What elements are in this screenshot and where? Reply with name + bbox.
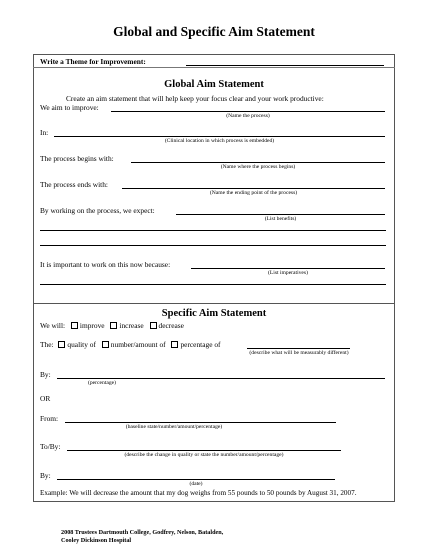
number-option[interactable]: number/amount of [102, 340, 166, 349]
or-label: OR [40, 394, 51, 403]
increase-option[interactable]: increase [110, 321, 143, 330]
begins-hint: (Name where the process begins) [220, 164, 296, 170]
aim-label: We aim to improve: [40, 103, 99, 112]
specific-aim-box [33, 304, 395, 502]
bydate-field[interactable] [57, 479, 335, 480]
important-label: It is important to work on this now because: [40, 260, 171, 269]
important-field[interactable] [191, 268, 385, 269]
by-hint: (percentage) [88, 380, 116, 386]
the-row [40, 340, 220, 349]
expect-field[interactable] [176, 214, 385, 215]
in-field[interactable] [54, 136, 385, 137]
page-title: Global and Specific Aim Statement [113, 24, 315, 39]
percentage-option[interactable]: percentage of [171, 340, 220, 349]
theme-field[interactable] [186, 65, 384, 66]
expect-hint: (List benefits) [264, 216, 297, 222]
important-extra-line[interactable] [40, 284, 386, 285]
toby-field[interactable] [67, 450, 341, 451]
expect-extra-line-1[interactable] [40, 230, 386, 231]
measure-hint: (describe what will be measurably different) [249, 350, 349, 356]
begins-field[interactable] [131, 162, 385, 163]
percentage-checkbox[interactable] [171, 341, 178, 348]
improve-option[interactable]: improve [71, 321, 105, 330]
theme-label: Write a Theme for Improvement: [40, 57, 146, 66]
begins-label: The process begins with: [40, 154, 114, 163]
will-row [40, 321, 184, 330]
bydate-hint: (date) [189, 481, 203, 487]
bydate-label: By: [40, 471, 51, 480]
ends-field[interactable] [122, 188, 385, 189]
by-field[interactable] [57, 378, 385, 379]
important-hint: (List imperatives) [268, 270, 308, 276]
the-label: The: [40, 340, 54, 349]
credit-line-1: 2008 Trustees Dartmouth College, Godfrey, Nelson, Batalden, [61, 529, 224, 536]
in-label: In: [40, 128, 49, 137]
aim-hint: (Name the process) [226, 113, 270, 119]
ends-label: The process ends with: [40, 180, 108, 189]
measure-field[interactable] [247, 348, 350, 349]
toby-hint: (describe the change in quality or state the number/amount/percentage) [124, 452, 284, 458]
from-label: From: [40, 414, 59, 423]
number-checkbox[interactable] [102, 341, 109, 348]
increase-checkbox[interactable] [110, 322, 117, 329]
from-field[interactable] [65, 422, 336, 423]
expect-extra-line-2[interactable] [40, 245, 386, 246]
specific-aim-heading: Specific Aim Statement [161, 308, 267, 319]
decrease-option[interactable]: decrease [150, 321, 184, 330]
in-hint: (Clinical location in which process is embedded) [164, 138, 275, 144]
will-label: We will: [40, 321, 66, 330]
aim-field[interactable] [111, 111, 385, 112]
quality-option[interactable]: quality of [58, 340, 96, 349]
credit-line-2: Cooley Dickinson Hospital [61, 537, 132, 544]
quality-checkbox[interactable] [58, 341, 65, 348]
global-intro: Create an aim statement that will help keep your focus clear and your work productive: [66, 94, 324, 103]
toby-label: To/By: [40, 442, 61, 451]
expect-label: By working on the process, we expect: [40, 206, 155, 215]
by-label: By: [40, 370, 51, 379]
improve-checkbox[interactable] [71, 322, 78, 329]
theme-divider [33, 67, 395, 68]
ends-hint: (Name the ending point of the process) [209, 190, 298, 196]
from-hint: (baseline state/number/amount/percentage) [125, 424, 223, 430]
decrease-checkbox[interactable] [150, 322, 157, 329]
example-text: Example: We will decrease the amount that my dog weighs from 55 pounds to 50 pounds by August 31, 2007. [40, 489, 357, 497]
global-aim-heading: Global Aim Statement [164, 79, 264, 90]
